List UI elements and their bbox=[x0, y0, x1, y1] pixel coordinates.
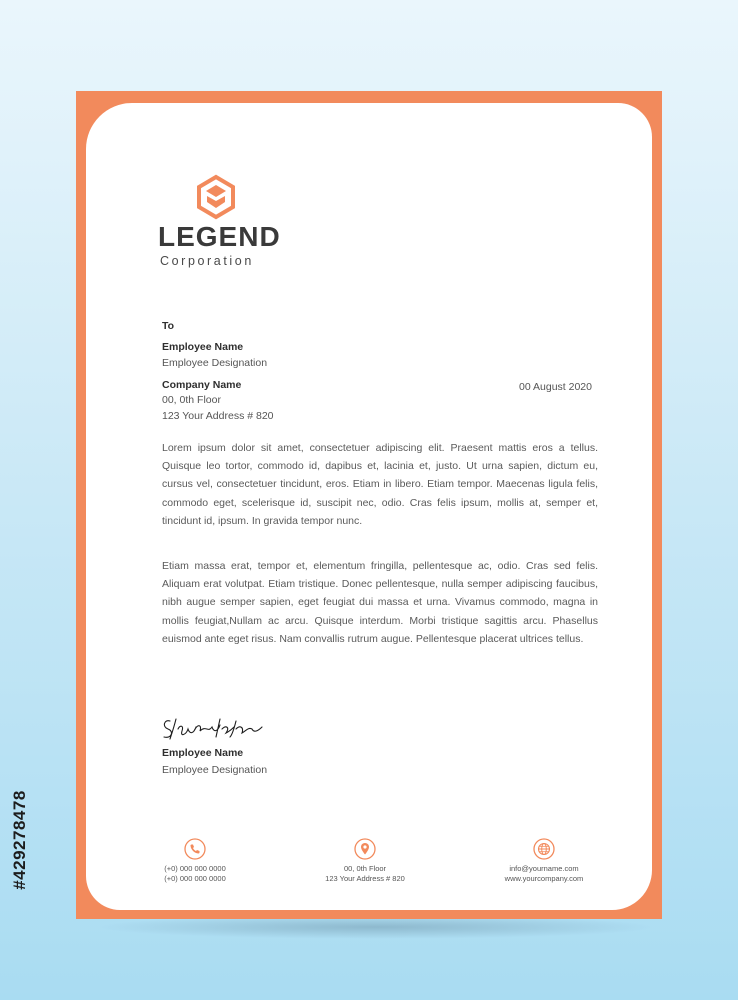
footer-address bbox=[315, 838, 415, 884]
letterhead-page bbox=[86, 103, 652, 910]
signature-employee-designation: Employee Designation bbox=[162, 764, 268, 776]
signature-employee-name: Employee Name bbox=[162, 747, 244, 759]
handwritten-signature bbox=[160, 715, 268, 743]
recipient-employee-name: Employee Name bbox=[162, 341, 244, 353]
footer-phone-line1: (+0) 000 000 0000 bbox=[164, 864, 226, 873]
footer-web-line2: www.yourcompany.com bbox=[504, 874, 584, 883]
body-paragraph-2: Etiam massa erat, tempor et, elementum fringilla, pellentesque ac, odio. Cras sed felis. Aliquam erat volutpat. Etiam tristique. Donec pellentesque, nulla semper adipiscing faucibus, nibh augue semper sapien, eget feugiat dui massa et urna. Vivamus commodo, magna in mollis feugiat,Nullam ac arcu. Quisque interdum. Morbi tristique sagittis arcu. Phasellus euismod ante eget risus. Nam convallis rutrum augue. Pellentesque placerat ultrices tellus. bbox=[162, 560, 598, 645]
hexagon-logo-icon bbox=[193, 174, 239, 220]
location-pin-icon bbox=[354, 838, 376, 860]
stock-id-label bbox=[10, 760, 30, 920]
recipient-address-line1: 00, 0th Floor bbox=[162, 394, 221, 406]
footer-address-line1: 00, 0th Floor bbox=[343, 864, 387, 873]
globe-icon bbox=[533, 838, 555, 860]
footer-phone bbox=[153, 838, 237, 884]
footer-web-line1: info@yourname.com bbox=[509, 864, 579, 873]
recipient-company-name: Company Name bbox=[162, 379, 242, 391]
body-paragraph-1: Lorem ipsum dolor sit amet, consectetuer adipiscing elit. Praesent mattis eros a tellus. Quisque leo tortor, commodo id, dapibus et, lacinia et, justo. Ut urna sapien, dictum eu, cursus vel, consectetuer tincidunt, eros. Etiam in libero. Etiam tempor. Maecenas ligula felis, commodo eget, scelerisque id, suscipit nec, odio. Cras felis ipsum, mollis at, semper et, tincidunt id, ipsum. In gravida tempor nunc. bbox=[162, 442, 598, 527]
phone-icon bbox=[184, 838, 206, 860]
company-logo-subtitle: Corporation bbox=[160, 254, 254, 268]
letterhead-frame bbox=[76, 91, 662, 919]
letter-date: 00 August 2020 bbox=[519, 381, 592, 393]
footer-web bbox=[500, 838, 588, 884]
footer-address-line2: 123 Your Address # 820 bbox=[325, 874, 405, 883]
stock-id-text: #429278478 bbox=[10, 790, 29, 890]
footer-phone-line2: (+0) 000 000 0000 bbox=[164, 874, 226, 883]
to-label: To bbox=[162, 320, 175, 332]
recipient-employee-designation: Employee Designation bbox=[162, 357, 268, 369]
recipient-address-line2: 123 Your Address # 820 bbox=[162, 410, 274, 422]
company-logo-name: LEGEND bbox=[158, 221, 281, 252]
